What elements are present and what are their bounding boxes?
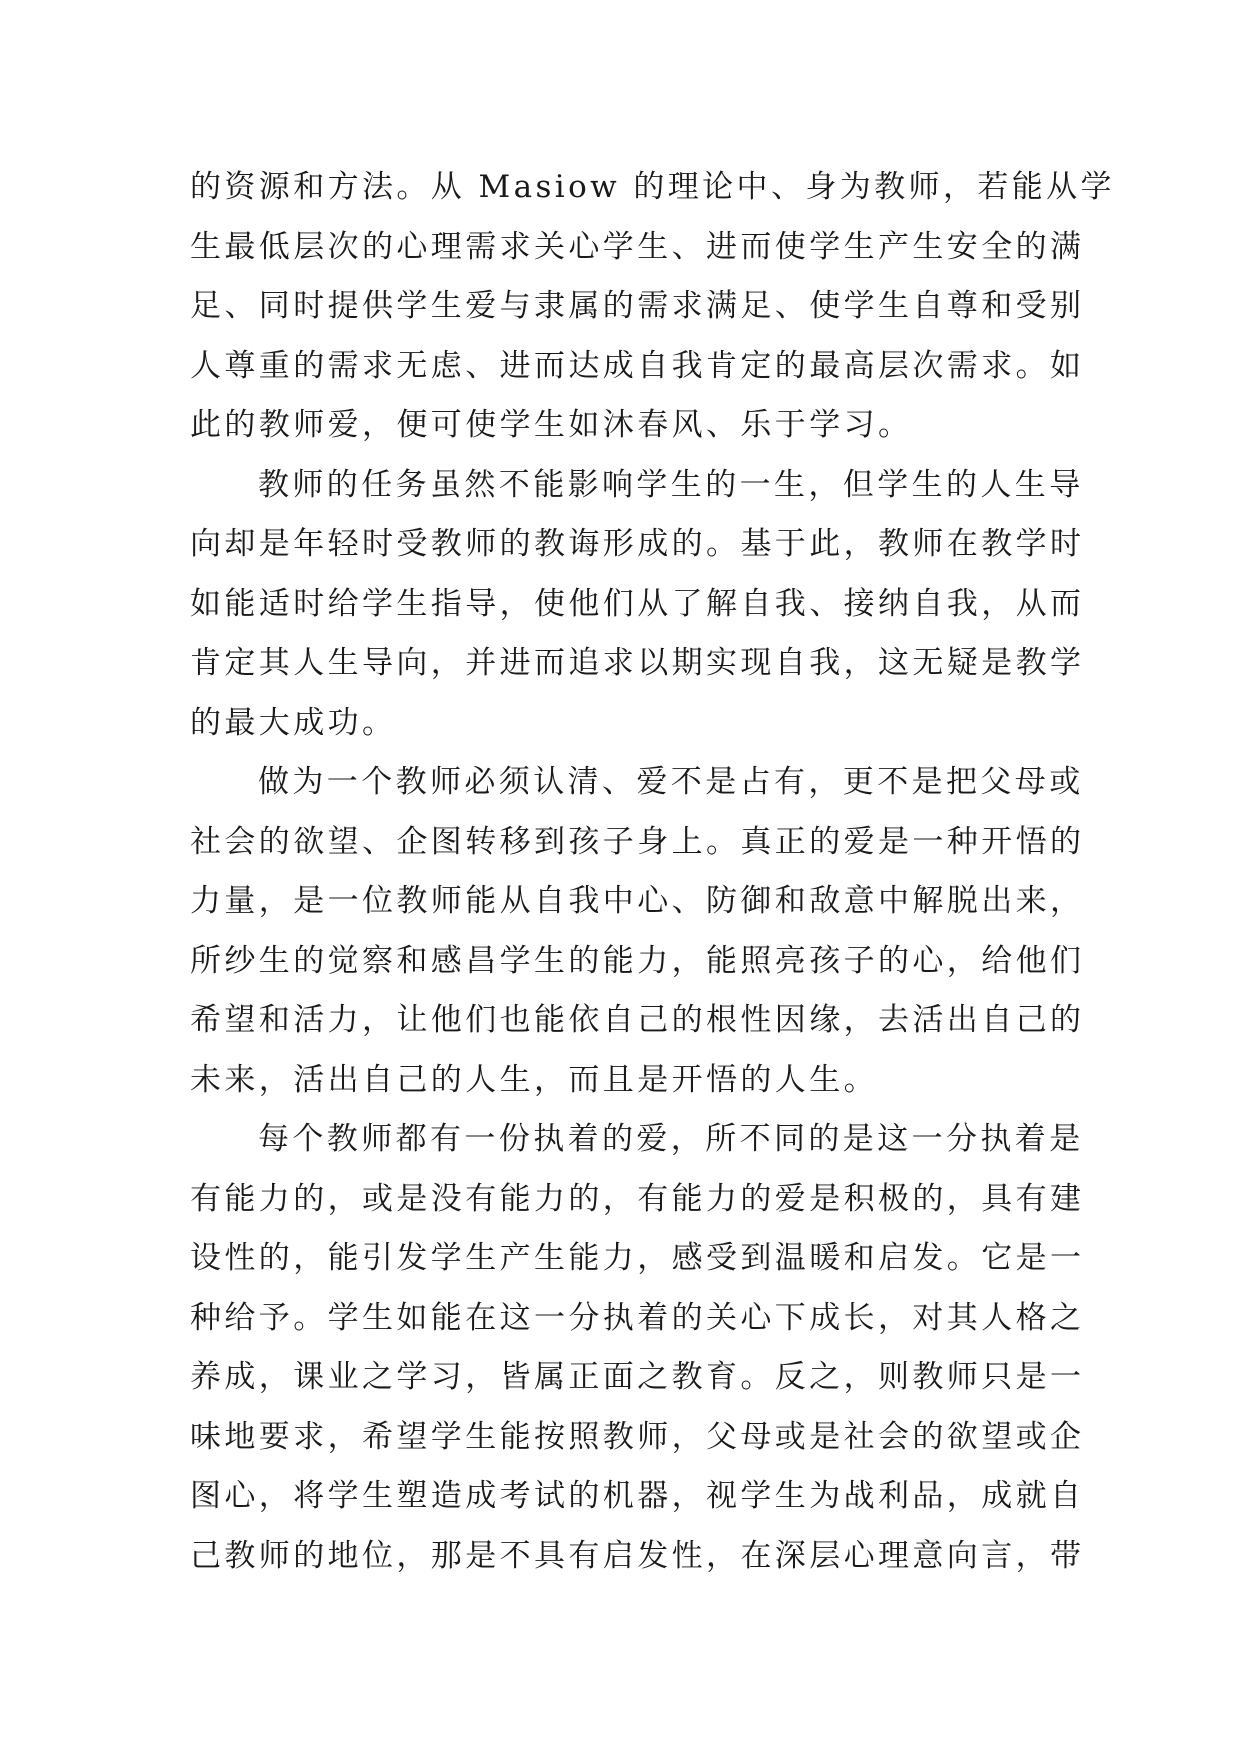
- text-line: 的最大成功。: [190, 704, 397, 741]
- text-line: 社会的欲望、企图转移到孩子身上。真正的爱是一种开悟的: [190, 823, 1085, 860]
- text-line: 图心，将学生塑造成考试的机器，视学生为战利品，成就自: [190, 1478, 1085, 1514]
- text-line: 种给予。学生如能在这一分执着的关心下成长，对其人格之: [190, 1299, 1085, 1336]
- text-line: 教师的任务虽然不能影响学生的一生，但学生的人生导: [258, 466, 1084, 503]
- text-line: 肯定其人生导向，并进而追求以期实现自我，这无疑是教学: [190, 645, 1085, 681]
- text-line: 此的教师爱，便可使学生如沐春风、乐于学习。: [190, 407, 913, 443]
- text-line: 人尊重的需求无虑、进而达成自我肯定的最高层次需求。如: [190, 347, 1085, 384]
- paragraph-2: [190, 456, 1085, 754]
- text-line: 希望和活力，让他们也能依自己的根性因缘，去活出自己的: [190, 1002, 1085, 1038]
- paragraph-4: [190, 1110, 1085, 1586]
- text-line: 设性的，能引发学生产生能力，感受到温暖和启发。它是一: [190, 1240, 1085, 1276]
- text-line: 己教师的地位，那是不具有启发性，在深层心理意向言，带: [190, 1537, 1085, 1574]
- text-line: 每个教师都有一份执着的爱，所不同的是这一分执着是: [258, 1121, 1084, 1157]
- text-line: 做为一个教师必须认清、爱不是占有，更不是把父母或: [258, 764, 1084, 800]
- text-line: 未来，活出自己的人生，而且是开悟的人生。: [190, 1061, 878, 1098]
- paragraph-3: [190, 753, 1085, 1110]
- text-line: 力量，是一位教师能从自我中心、防御和敌意中解脱出来，: [190, 883, 1085, 919]
- text-line: 有能力的，或是没有能力的，有能力的爱是积极的，具有建: [190, 1180, 1085, 1217]
- paragraph-1: [190, 158, 1115, 456]
- text-line: 如能适时给学生指导，使他们从了解自我、接纳自我，从而: [190, 585, 1085, 622]
- text-line: 生最低层次的心理需求关心学生、进而使学生产生安全的满: [190, 228, 1085, 265]
- text-line: 向却是年轻时受教师的教诲形成的。基于此，教师在教学时: [190, 526, 1085, 562]
- body-text: [190, 158, 1115, 1586]
- text-line: 的资源和方法。从 Masiow 的理论中、身为教师，若能从学: [190, 169, 1115, 205]
- text-line: 养成，课业之学习，皆属正面之教育。反之，则教师只是一: [190, 1359, 1085, 1395]
- text-line: 味地要求，希望学生能按照教师，父母或是社会的欲望或企: [190, 1418, 1085, 1455]
- text-line: 所纱生的觉察和感昌学生的能力，能照亮孩子的心，给他们: [190, 942, 1085, 979]
- text-line: 足、同时提供学生爱与隶属的需求满足、使学生自尊和受别: [190, 288, 1085, 324]
